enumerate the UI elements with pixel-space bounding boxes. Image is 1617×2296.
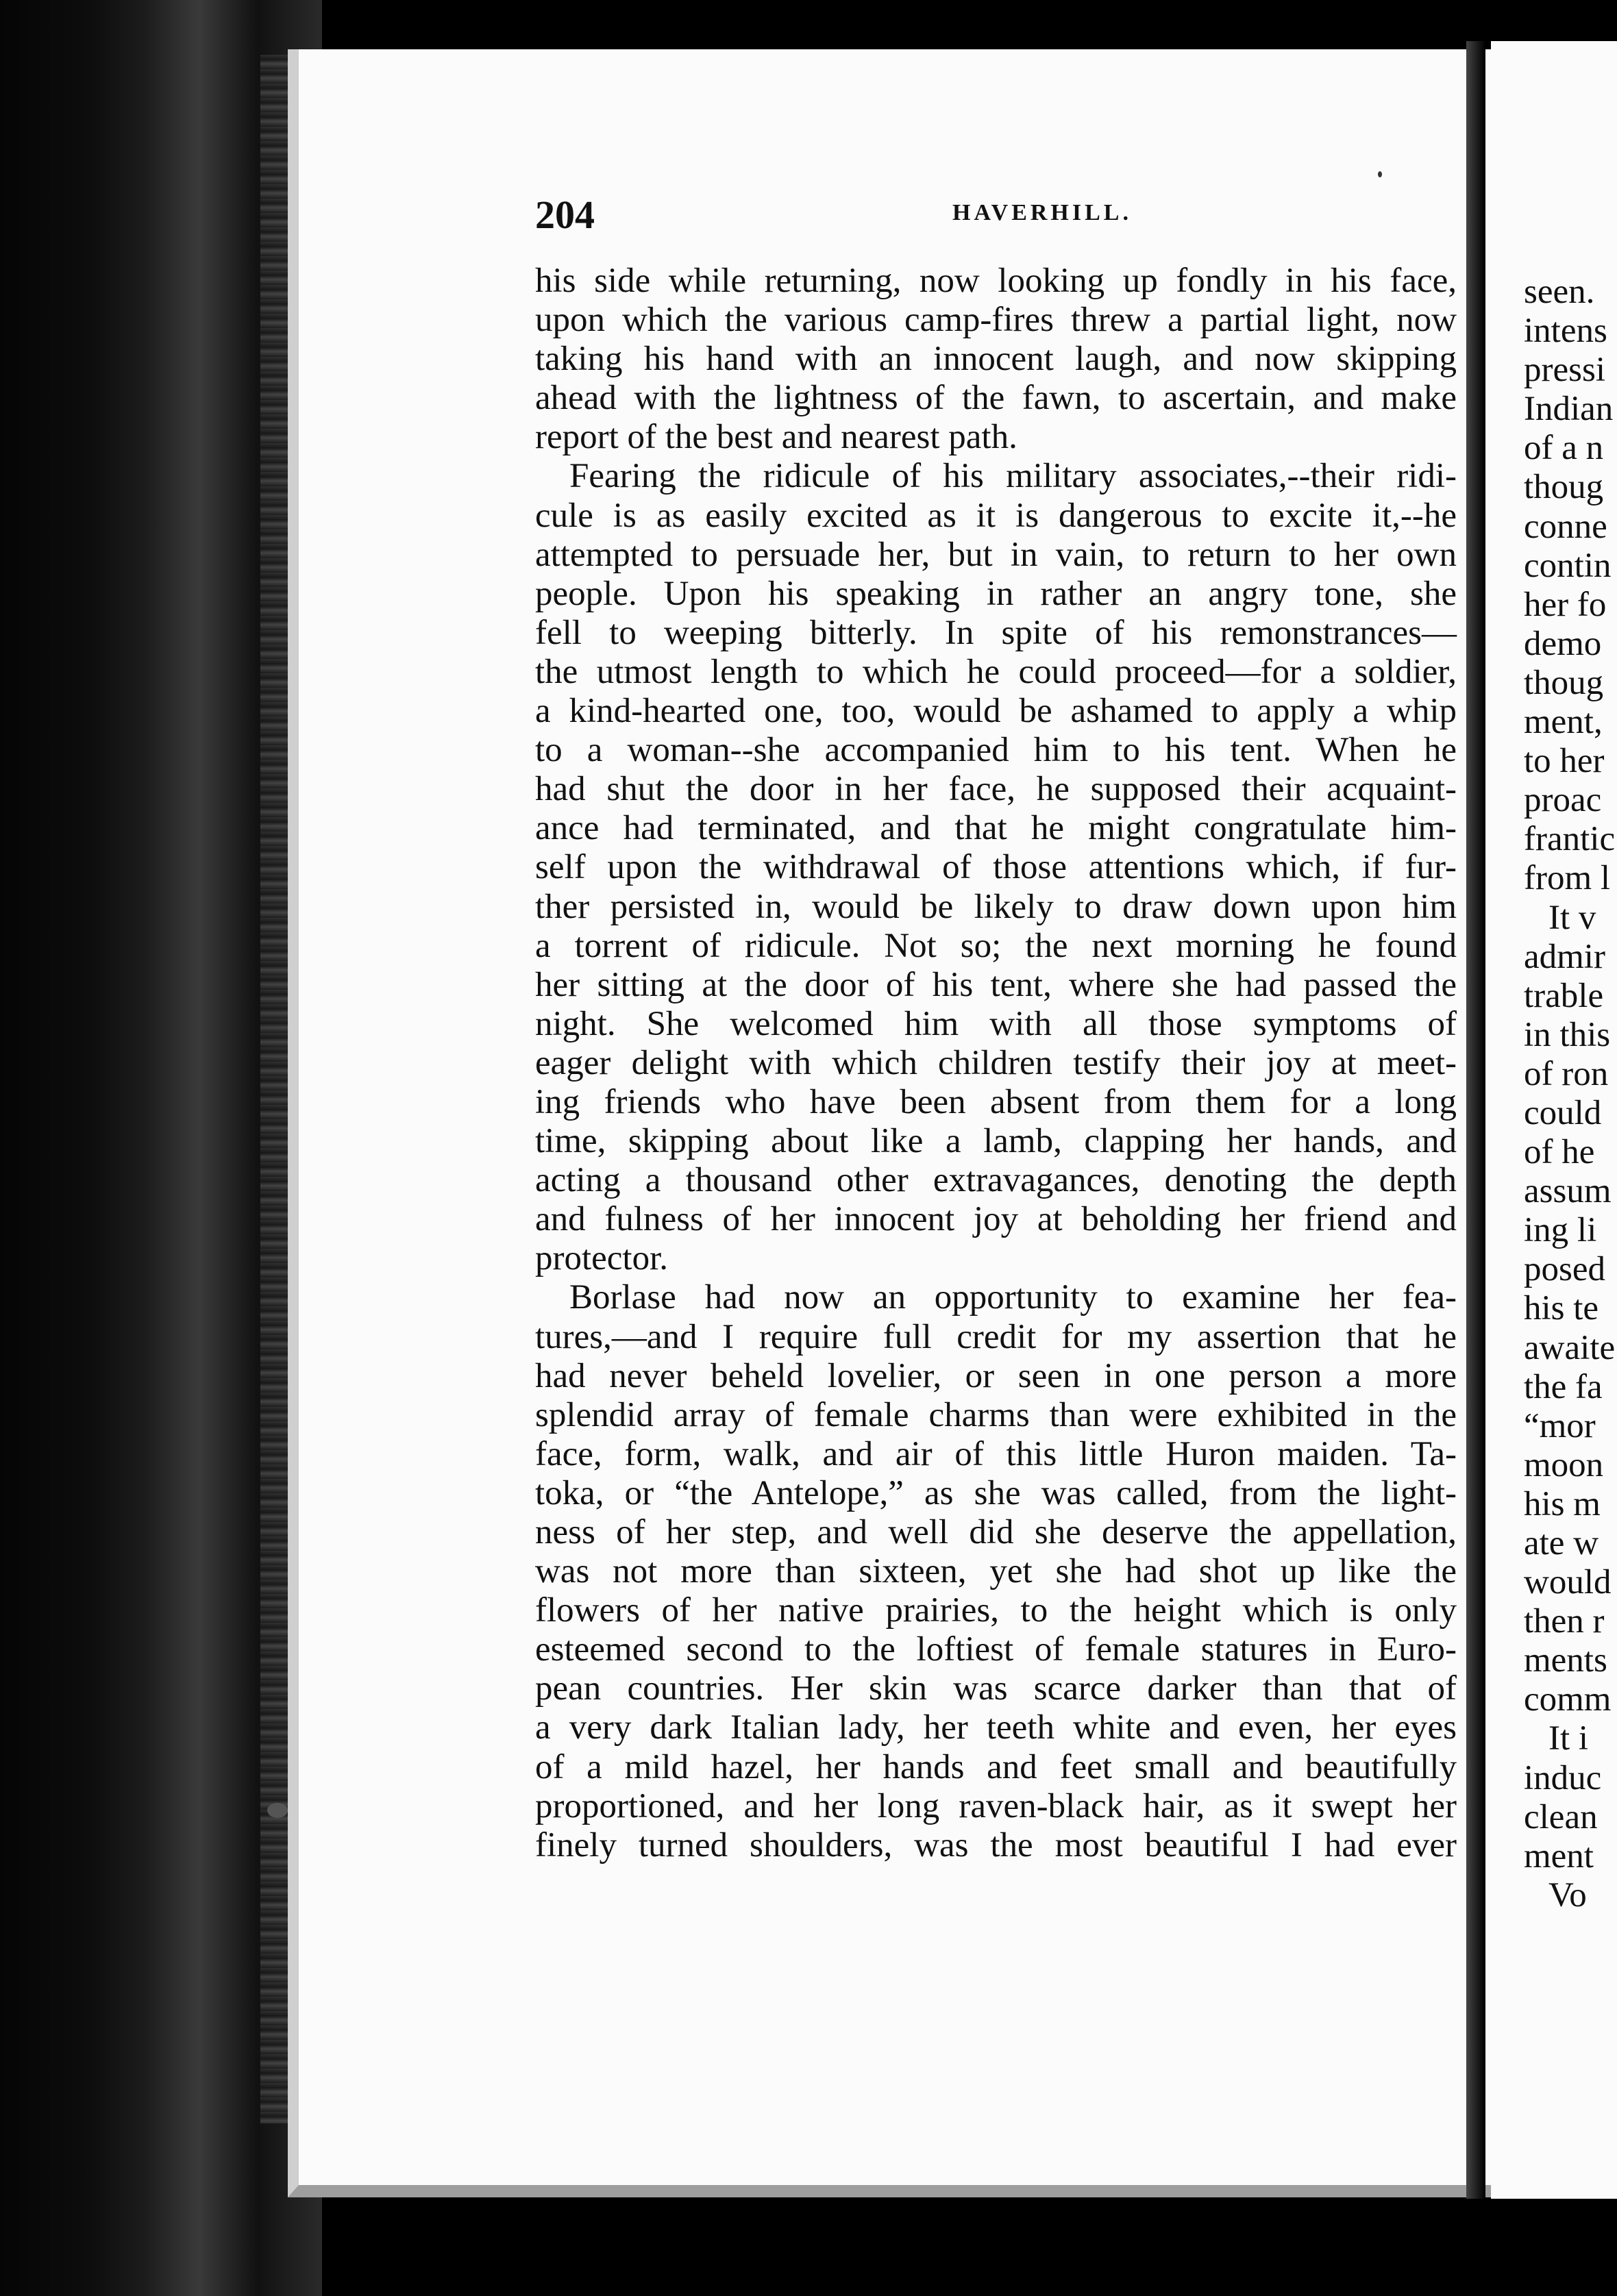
body-text: [535, 262, 1457, 1865]
text-line: upon which the various camp-fires threw a partial light, now: [535, 301, 1457, 340]
ink-speck: [267, 1803, 288, 1818]
gutter-shadow: [1466, 41, 1485, 2199]
text-line: ance had terminated, and that he might congratulate him-: [535, 809, 1457, 848]
text-line: a very dark Italian lady, her teeth white and even, her eyes: [535, 1708, 1457, 1747]
text-line: a torrent of ridicule. Not so; the next morning he found: [535, 926, 1457, 965]
facing-text-line: of he: [1524, 1133, 1595, 1172]
facing-text-line: admir: [1524, 937, 1605, 976]
text-line: cule is as easily excited as it is dangerous to excite it,--he: [535, 496, 1457, 535]
facing-text-line: It i: [1548, 1719, 1589, 1758]
facing-text-line: induc: [1524, 1758, 1602, 1797]
page-header: [535, 192, 1446, 253]
facing-text-line: thoug: [1524, 468, 1604, 507]
text-line: the utmost length to which he could proceed—for a soldier,: [535, 652, 1457, 691]
text-line: tures,—and I require full credit for my assertion that he: [535, 1317, 1457, 1356]
facing-text-line: his m: [1524, 1484, 1601, 1523]
facing-text-line: It v: [1548, 898, 1596, 937]
facing-text-line: pressi: [1524, 351, 1605, 390]
text-line: night. She welcomed him with all those symptoms of: [535, 1004, 1457, 1043]
text-line: ing friends who have been absent from them for a long: [535, 1082, 1457, 1121]
facing-text-line: the fa: [1524, 1367, 1603, 1406]
facing-page: [1491, 41, 1617, 2199]
text-line: fell to weeping bitterly. In spite of his remonstrances—: [535, 613, 1457, 652]
facing-text-line: thoug: [1524, 663, 1604, 702]
facing-text-line: of a n: [1524, 429, 1604, 468]
text-line: esteemed second to the loftiest of female statures in Euro-: [535, 1630, 1457, 1669]
facing-text-line: comm: [1524, 1680, 1612, 1719]
facing-text-line: intens: [1524, 312, 1607, 351]
text-line: finely turned shoulders, was the most beautiful I had ever: [535, 1825, 1457, 1864]
text-line: her sitting at the door of his tent, where she had passed the: [535, 965, 1457, 1004]
text-line: report of the best and nearest path.: [535, 418, 1017, 457]
facing-text-line: could: [1524, 1093, 1602, 1132]
facing-text-line: then r: [1524, 1602, 1605, 1641]
left-page: [288, 49, 1491, 2197]
facing-text-line: ment,: [1524, 703, 1603, 742]
running-head: HAVERHILL.: [952, 200, 1132, 225]
text-line: and fulness of her innocent joy at beholding her friend and: [535, 1200, 1457, 1239]
text-line: Borlase had now an opportunity to examine her fea-: [569, 1278, 1457, 1317]
facing-text-line: would: [1524, 1563, 1612, 1602]
facing-text-line: to her: [1524, 742, 1605, 781]
text-line: Fearing the ridicule of his military associates,--their ridi-: [569, 457, 1457, 496]
facing-text-line: moon: [1524, 1445, 1604, 1484]
text-line: protector.: [535, 1239, 669, 1278]
text-line: pean countries. Her skin was scarce darker than that of: [535, 1669, 1457, 1708]
text-line: proportioned, and her long raven-black hair, as it swept her: [535, 1786, 1457, 1825]
facing-text-line: contin: [1524, 546, 1612, 585]
text-line: taking his hand with an innocent laugh, and now skipping: [535, 340, 1457, 379]
text-line: splendid array of female charms than were exhibited in the: [535, 1395, 1457, 1434]
text-line: self upon the withdrawal of those attentions which, if fur-: [535, 848, 1457, 887]
facing-text-line: in this: [1524, 1015, 1611, 1054]
facing-text-line: assum: [1524, 1172, 1612, 1211]
facing-text-line: awaite: [1524, 1328, 1616, 1367]
facing-text-line: ments: [1524, 1641, 1607, 1680]
text-line: to a woman--she accompanied him to his tent. When he: [535, 731, 1457, 770]
facing-text-line: from l: [1524, 859, 1611, 898]
facing-text-line: her fo: [1524, 585, 1607, 624]
text-line: a kind-hearted one, too, would be ashamed to apply a whip: [535, 692, 1457, 731]
text-line: of a mild hazel, her hands and feet small and beautifully: [535, 1747, 1457, 1786]
facing-page-text: [1524, 273, 1617, 1915]
facing-text-line: ment: [1524, 1836, 1594, 1875]
facing-text-line: proac: [1524, 781, 1602, 820]
facing-text-line: “mor: [1524, 1406, 1596, 1445]
text-line: was not more than sixteen, yet she had shot up like the: [535, 1552, 1457, 1591]
facing-text-line: Indian: [1524, 390, 1614, 429]
facing-text-line: of ron: [1524, 1054, 1609, 1093]
facing-text-line: seen.: [1524, 273, 1595, 311]
text-line: had shut the door in her face, he supposed their acquaint-: [535, 770, 1457, 809]
facing-text-line: posed: [1524, 1250, 1605, 1289]
text-line: toka, or “the Antelope,” as she was called, from the light-: [535, 1473, 1457, 1512]
page-number: 204: [535, 192, 595, 237]
text-line: time, skipping about like a lamb, clapping her hands, and: [535, 1122, 1457, 1161]
text-line: attempted to persuade her, but in vain, to return to her own: [535, 535, 1457, 574]
text-line: people. Upon his speaking in rather an angry tone, she: [535, 574, 1457, 613]
facing-text-line: trable: [1524, 976, 1604, 1015]
text-line: had never beheld lovelier, or seen in one person a more: [535, 1356, 1457, 1395]
facing-text-line: ing li: [1524, 1211, 1597, 1250]
facing-text-line: ate w: [1524, 1524, 1599, 1562]
text-line: acting a thousand other extravagances, denoting the depth: [535, 1161, 1457, 1200]
text-line: face, form, walk, and air of this little Huron maiden. Ta-: [535, 1434, 1457, 1473]
text-line: his side while returning, now looking up fondly in his face,: [535, 262, 1457, 300]
facing-text-line: clean: [1524, 1797, 1598, 1836]
text-line: ther persisted in, would be likely to draw down upon him: [535, 887, 1457, 926]
facing-text-line: frantic: [1524, 820, 1616, 859]
facing-text-line: conne: [1524, 507, 1607, 546]
text-line: flowers of her native prairies, to the height which is only: [535, 1591, 1457, 1630]
ink-speck: [1378, 171, 1382, 177]
facing-text-line: his te: [1524, 1289, 1599, 1328]
text-line: ness of her step, and well did she deserve the appellation,: [535, 1513, 1457, 1551]
text-line: eager delight with which children testify their joy at meet-: [535, 1043, 1457, 1082]
facing-text-line: demo: [1524, 624, 1602, 663]
text-line: ahead with the lightness of the fawn, to ascertain, and make: [535, 379, 1457, 418]
facing-text-line: Vo: [1548, 1875, 1587, 1914]
